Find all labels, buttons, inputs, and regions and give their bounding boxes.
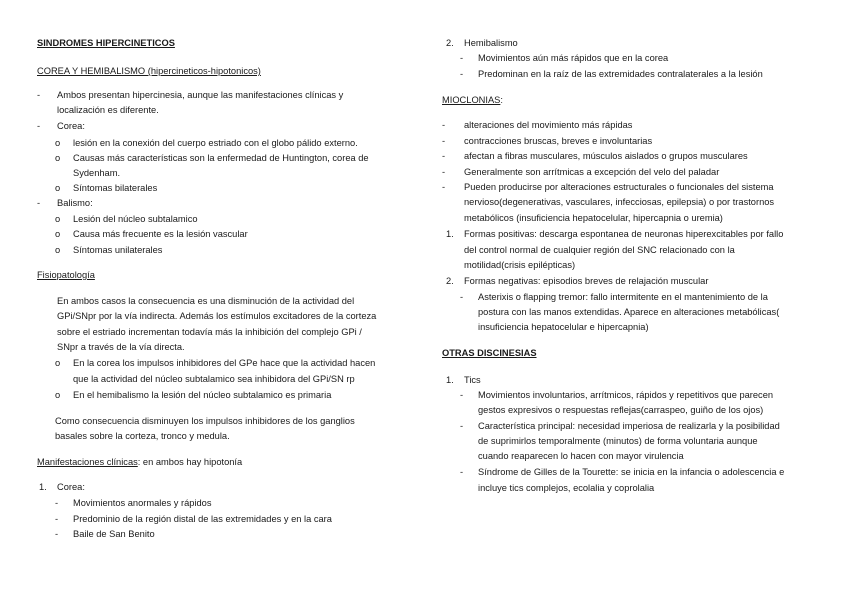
dash-marker: - [37,198,41,208]
list-item [37,197,40,209]
fisio-conclusion: basales sobre la corteza, tronco y medula. [55,431,230,441]
neg-item: postura con las manos extendidas. Aparece en alteraciones metabólicas( [478,307,780,317]
numbered-marker: 1. [446,375,454,385]
circle-marker: o [55,358,61,368]
numbered-marker: 1. [39,482,47,492]
tics-item: incluye tics complejos, ecolalia y coprolalia [478,483,655,493]
manif-item: Baile de San Benito [73,529,155,539]
numbered-marker: 2. [446,38,454,48]
manif-item: Predominio de la región distal de las extremidades y en la cara [73,514,332,524]
tics-item: Característica principal: necesidad imperiosa de realizarla y la posibilidad [478,421,780,431]
intro-line: localización es diferente. [57,105,159,115]
dash-marker: - [460,292,464,302]
hemi-item: Movimientos aún más rápidos que en la corea [478,53,669,63]
circle-marker: o [55,183,61,193]
dash-marker: - [460,421,464,431]
formas-negativas: Formas negativas: episodios breves de relajación muscular [464,276,709,286]
formas-positivas: Formas positivas: descarga espontanea de neuronas hiperexcitables por fallo [464,229,784,239]
dash-marker: - [442,151,446,161]
manif-corea-label: Corea: [57,482,85,492]
manif-item: Movimientos anormales y rápidos [73,498,212,508]
circle-marker: o [55,245,61,255]
mio-item: nervioso(degenerativas, vasculares, infecciosas, epilepsia) o por trastornos [464,197,775,207]
section-heading-mioclonias [442,94,503,106]
manif-heading-tail: : en ambos hay hipotonía [137,457,243,467]
dash-marker: - [37,90,41,100]
corea-item: Síntomas bilaterales [73,183,158,193]
mio-heading-text: MIOCLONIAS [442,95,501,105]
mio-heading-colon: : [500,95,503,105]
section-heading-manifestaciones [37,456,242,468]
dash-marker: - [55,514,59,524]
mio-item: contracciones bruscas, breves e involuntarias [464,136,653,146]
neg-item: Asterixis o flapping tremor: fallo intermitente en el mantenimiento de la [478,292,768,302]
fisio-line: En ambos casos la consecuencia es una disminución de la actividad del [57,296,355,306]
section-heading-otras: OTRAS DISCINESIAS [442,348,537,358]
corea-item: lesión en la conexión del cuerpo estriado con el globo pálido externo. [73,138,358,148]
tics-item: de suprimirlos temporalmente (minutos) de forma voluntaria aunque [478,436,758,446]
neg-item: insuficiencia hepatocelular e hipercapnia) [478,322,649,332]
balismo-label: Balismo: [57,198,93,208]
dash-marker: - [460,69,464,79]
formas-positivas: motilidad(crisis epilépticas) [464,260,576,270]
fisio-conclusion: Como consecuencia disminuyen los impulsos inhibidores de los ganglios [55,416,355,426]
dash-marker: - [37,121,41,131]
hemibalismo-label: Hemibalismo [464,38,518,48]
circle-marker: o [55,138,61,148]
circle-marker: o [55,214,61,224]
corea-item: Sydenham. [73,168,121,178]
tics-label: Tics [464,375,481,385]
dash-marker: - [442,167,446,177]
dash-marker: - [442,136,446,146]
circle-marker: o [55,229,61,239]
circle-marker: o [55,153,61,163]
dash-marker: - [460,467,464,477]
dash-marker: - [55,529,59,539]
dash-marker: - [442,120,446,130]
dash-marker: - [460,390,464,400]
manif-heading-text: Manifestaciones clínicas [37,457,138,467]
mio-item: Generalmente son arrítmicas a excepción del velo del paladar [464,167,720,177]
list-item [37,89,40,101]
corea-label: Corea: [57,121,85,131]
mio-item: Pueden producirse por alteraciones estructurales o funcionales del sistema [464,182,774,192]
dash-marker: - [442,182,446,192]
list-item [37,120,40,132]
tics-item: cuando reaparecen lo hacen con mayor virulencia [478,451,684,461]
balismo-item: Lesión del núcleo subtalamico [73,214,198,224]
formas-positivas: del control normal de cualquier región del SNC relacionado con la [464,245,735,255]
balismo-item: Síntomas unilaterales [73,245,163,255]
fisio-item: En la corea los impulsos inhibidores del GPe hace que la actividad hacen [73,358,376,368]
tics-item: gestos expresivos o respuestas reflejas(carraspeo, guiño de los ojos) [478,405,764,415]
tics-item: Movimientos involuntarios, arrítmicos, rápidos y repetitivos que parecen [478,390,774,400]
tics-item: Síndrome de Gilles de la Tourette: se inicia en la infancia o adolescencia e [478,467,785,477]
page-title: SINDROMES HIPERCINETICOS [37,38,175,48]
section-heading-fisiopatologia: Fisiopatología [37,270,95,280]
dash-marker: - [55,498,59,508]
fisio-line: GPi/SNpr por la vía indirecta. Además los estímulos excitadores de la corteza [57,311,377,321]
numbered-marker: 2. [446,276,454,286]
mio-item: alteraciones del movimiento más rápidas [464,120,633,130]
hemi-item: Predominan en la raíz de las extremidades contralaterales a la lesión [478,69,763,79]
fisio-item: que la actividad del núcleo subtalamico sea inhibidora del GPi/SN rp [73,374,355,384]
balismo-item: Causa más frecuente es la lesión vascular [73,229,248,239]
fisio-line: sobre el estriado incrementan todavía más la inhibición del complejo GPi / [57,327,362,337]
mio-item: metabólicos (insuficiencia hepatocelular, hipercapnia o uremia) [464,213,723,223]
dash-marker: - [460,53,464,63]
circle-marker: o [55,390,61,400]
mio-item: afectan a fibras musculares, músculos aislados o grupos musculares [464,151,748,161]
intro-line: Ambos presentan hipercinesia, aunque las manifestaciones clínicas y [57,90,344,100]
numbered-marker: 1. [446,229,454,239]
fisio-item: En el hemibalismo la lesión del núcleo subtalamico es primaria [73,390,332,400]
corea-item: Causas más características son la enfermedad de Huntington, corea de [73,153,369,163]
fisio-line: SNpr a través de la vía directa. [57,342,185,352]
section-heading-corea: COREA Y HEMIBALISMO (hipercineticos-hipotonicos) [37,66,261,76]
